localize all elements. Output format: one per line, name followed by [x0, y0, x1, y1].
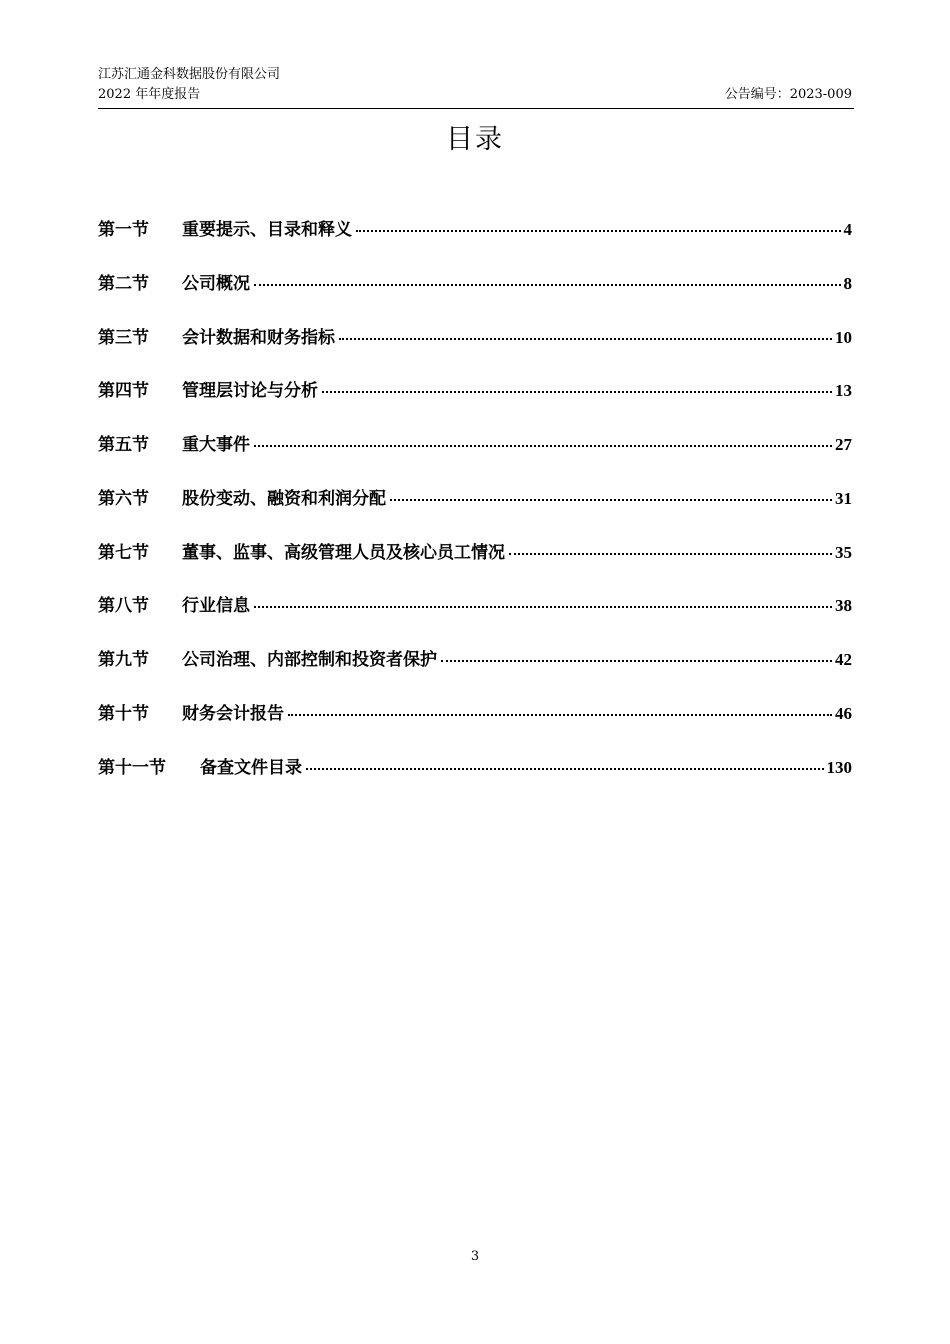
page-number: 3 — [470, 1249, 480, 1264]
toc-dot-leader — [254, 445, 832, 447]
toc-page-number: 10 — [835, 328, 852, 347]
toc-section-label: 第三节 — [98, 328, 149, 348]
toc-title: 公司概况 — [182, 274, 250, 294]
toc-dot-leader — [322, 391, 832, 393]
toc-section-label: 第四节 — [98, 381, 149, 401]
toc-dot-leader — [306, 768, 824, 770]
page-header — [98, 66, 854, 109]
toc-dot-leader — [254, 606, 832, 608]
toc-page-number: 130 — [826, 758, 852, 777]
toc-page-number: 38 — [835, 596, 852, 615]
toc-dot-leader — [441, 660, 832, 662]
company-name: 江苏汇通金科数据股份有限公司 — [98, 67, 281, 82]
toc-dot-leader — [390, 499, 832, 501]
toc-section-label: 第九节 — [98, 650, 149, 670]
toc-entry-5[interactable] — [98, 430, 852, 460]
toc-dot-leader — [339, 338, 832, 340]
toc-page-number: 27 — [835, 435, 852, 454]
toc-title: 备查文件目录 — [200, 758, 302, 778]
toc-section-label: 第二节 — [98, 274, 149, 294]
toc-title: 股份变动、融资和利润分配 — [182, 489, 386, 509]
toc-section-label: 第六节 — [98, 489, 149, 509]
toc-title: 会计数据和财务指标 — [182, 328, 335, 348]
toc-entry-6[interactable] — [98, 484, 852, 514]
toc-page-number: 8 — [843, 274, 852, 293]
toc-entry-4[interactable] — [98, 376, 852, 406]
report-name: 2022 年年度报告 — [98, 87, 201, 102]
toc-title: 公司治理、内部控制和投资者保护 — [182, 650, 437, 670]
page-title: 目录 — [446, 124, 504, 155]
toc-dot-leader — [509, 553, 832, 555]
toc-dot-leader — [356, 230, 841, 232]
toc-entry-11[interactable] — [98, 753, 852, 783]
toc-entry-10[interactable] — [98, 699, 852, 729]
toc-entry-9[interactable] — [98, 645, 852, 675]
toc-title: 行业信息 — [182, 596, 250, 616]
toc-page-number: 4 — [843, 220, 852, 239]
toc-entry-7[interactable] — [98, 538, 852, 568]
announcement-number: 公告编号：2023-009 — [724, 87, 852, 102]
toc-section-label: 第五节 — [98, 435, 149, 455]
toc-section-label: 第十节 — [98, 704, 149, 724]
toc-title: 重大事件 — [182, 435, 250, 455]
toc-title: 财务会计报告 — [182, 704, 284, 724]
toc-entry-1[interactable] — [98, 215, 852, 245]
toc-page-number: 13 — [835, 381, 852, 400]
toc-entry-8[interactable] — [98, 591, 852, 621]
toc-section-label: 第七节 — [98, 543, 149, 563]
toc-dot-leader — [288, 714, 832, 716]
toc-entry-3[interactable] — [98, 323, 852, 353]
toc-page-number: 31 — [835, 489, 852, 508]
toc-section-label: 第十一节 — [98, 758, 166, 778]
toc-title: 重要提示、目录和释义 — [182, 220, 352, 240]
toc-page-number: 35 — [835, 543, 852, 562]
toc-title: 董事、监事、高级管理人员及核心员工情况 — [182, 543, 505, 563]
toc-section-label: 第一节 — [98, 220, 149, 240]
toc-title: 管理层讨论与分析 — [182, 381, 318, 401]
toc-dot-leader — [254, 284, 841, 286]
toc-section-label: 第八节 — [98, 596, 149, 616]
toc-entry-2[interactable] — [98, 269, 852, 299]
toc-page-number: 46 — [835, 704, 852, 723]
toc-page-number: 42 — [835, 650, 852, 669]
